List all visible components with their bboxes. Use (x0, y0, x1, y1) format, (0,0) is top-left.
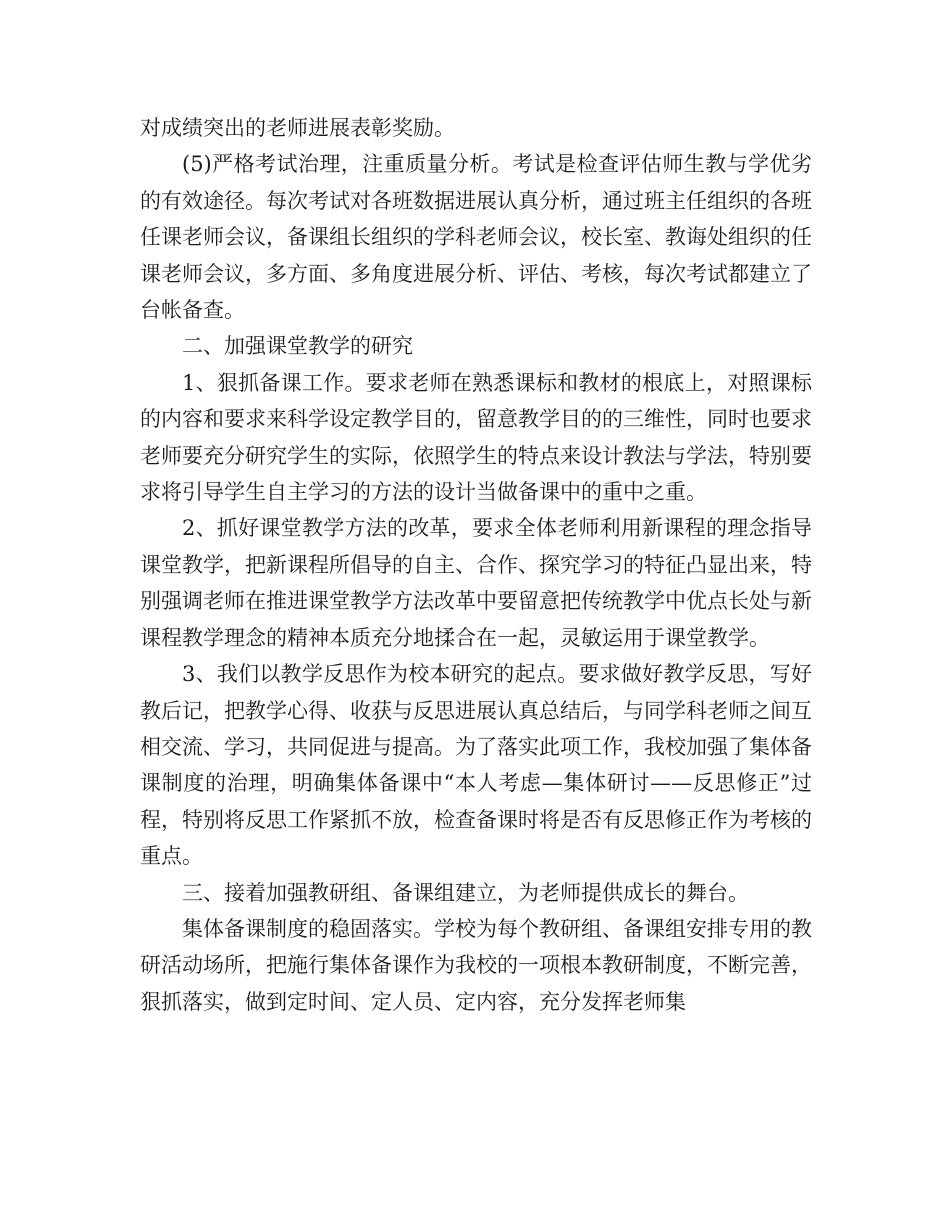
section-heading-classroom-research: 二、加强课堂教学的研究 (182, 334, 413, 359)
paragraph-teaching-reform: 2、抓好课堂教学方法的改革，要求全体老师利用新课程的理念指导课堂教学，把新课程所倡导的自主、合作、探究学习的特征凸显出来，特别强调老师在推进课堂教学方法改革中要留意把传统教学中优点长处与新课程教学理念的精神本质充分地揉合在一起，灵敏运用于课堂教学。 (140, 516, 812, 650)
paragraph-teaching-reflection: 3、我们以教学反思作为校本研究的起点。要求做好教学反思，写好教后记，把教学心得、收获与反思进展认真总结后，与同学科老师之间互相交流、学习，共同促进与提高。为了落实此项工作，我校加强了集体备课制度的治理，明确集体备课中“本人考虑—集体研讨——反思修正”过程，特别将反思工作紧抓不放，检查备课时将是否有反思修正作为考核的重点。 (140, 662, 812, 869)
paragraph-collective-preparation: 集体备课制度的稳固落实。学校为每个教研组、备课组安排专用的教研活动场所，把施行集体备课作为我校的一项根本教研制度，不断完善，狠抓落实，做到定时间、定人员、定内容，充分发挥老师集 (140, 916, 812, 1014)
section-heading-research-groups: 三、接着加强教研组、备课组建立，为老师提供成长的舞台。 (182, 880, 749, 905)
document-page (140, 110, 812, 1020)
paragraph-continuation: 对成绩突出的老师进展表彰奖励。 (140, 116, 455, 140)
paragraph-lesson-preparation: 1、狠抓备课工作。要求老师在熟悉课标和教材的根底上，对照课标的内容和要求来科学设定教学目的，留意教学目的的三维性，同时也要求老师要充分研究学生的实际，依照学生的特点来设计教法与学法，特别要求将引导学生自主学习的方法的设计当做备课中的重中之重。 (140, 370, 812, 505)
paragraph-exam-management: (5)严格考试治理，注重质量分析。考试是检查评估师生教与学优劣的有效途径。每次考试对各班数据进展认真分析，通过班主任组织的各班任课老师会议，备课组长组织的学科老师会议，校长室、教诲处组织的任课老师会议，多方面、多角度进展分析、评估、考核，每次考试都建立了台帐备查。 (140, 152, 812, 323)
